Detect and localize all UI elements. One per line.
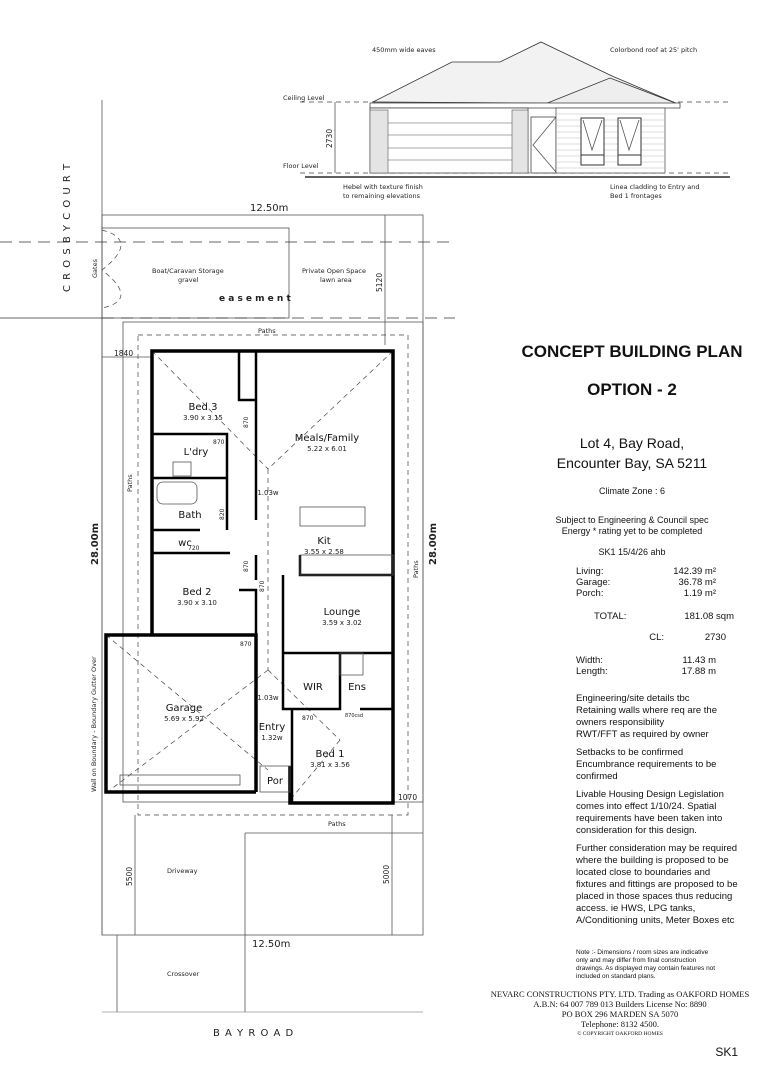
hall-width-1: 1.03w xyxy=(257,489,279,497)
area-row: Garage: 36.78 m² xyxy=(576,577,716,588)
company-line-2: A.B.N: 64 007 789 013 Builders License No: 8890 xyxy=(533,999,707,1009)
room-lounge: Lounge xyxy=(323,607,361,618)
hall-width-2: 1.03w xyxy=(257,694,279,702)
note: Further consideration may be required where the building is proposed to be located close to boundaries and fixtures and fittings are proposed to be placed in those spaces thus reducing access. ie HWS, LPG tanks, A/Conditioning units, Meter Boxes etc xyxy=(576,843,738,926)
window-right xyxy=(618,118,641,165)
door-size: 870csd xyxy=(345,713,364,719)
kitchen-bench xyxy=(300,555,393,575)
room-garage-size: 5.69 x 5.92 xyxy=(164,715,204,723)
disclaimer: Note :- Dimensions / room sizes are indicative only and may differ from final construction drawings. As displayed may contain features not included on standard plans. xyxy=(576,949,716,980)
paths-label-right: Paths xyxy=(412,560,420,578)
door-size: 870 xyxy=(243,560,250,572)
company-line-4: Telephone: 8132 4500. xyxy=(580,1019,659,1029)
hebel-note-1: Hebel with texture finish xyxy=(343,183,423,191)
lot-depth-left: 28.00m xyxy=(90,522,101,565)
street-label-crosby-court: C R O S B Y C O U R T xyxy=(62,162,73,292)
room-lounge-size: 3.59 x 3.02 xyxy=(322,619,362,627)
ensuite-shower xyxy=(340,653,363,675)
room-wir: WIR xyxy=(303,682,323,693)
laundry-tub xyxy=(173,462,191,476)
total-row: TOTAL: 181.08 sqm xyxy=(594,611,734,622)
floor-plan xyxy=(106,351,393,803)
lot-width-top: 12.50m xyxy=(250,203,289,214)
floor-level-label: Floor Level xyxy=(283,162,319,170)
copyright: © COPYRIGHT OAKFORD HOMES xyxy=(577,1031,663,1037)
front-setback-left: 5500 xyxy=(125,866,134,886)
address-line-1: Lot 4, Bay Road, xyxy=(579,435,685,451)
revision: SK1 15/4/26 ahb xyxy=(598,547,666,557)
ceiling-level-label: Ceiling Level xyxy=(283,94,325,102)
plan-title: CONCEPT BUILDING PLAN xyxy=(521,342,743,361)
lot-depth-right: 28.00m xyxy=(428,522,439,565)
door-size: 870 xyxy=(243,416,250,428)
hebel-pillar-left xyxy=(370,110,388,173)
room-porch: Por xyxy=(267,776,283,787)
hebel-note-2: to remaining elevations xyxy=(343,192,420,200)
street-label-bay-road: B A Y R O A D xyxy=(213,1028,295,1039)
side-setback-right-label: 1070 xyxy=(398,793,418,802)
room-bed1: Bed 1 xyxy=(315,749,345,760)
room-kit: Kit xyxy=(317,536,331,547)
gates-label: Gates xyxy=(91,259,99,278)
room-entry: Entry xyxy=(258,722,286,733)
door-size: 870 xyxy=(240,641,252,648)
storage-label-1: Boat/Caravan Storage xyxy=(152,267,224,275)
room-meals-family: Meals/Family xyxy=(294,433,360,444)
front-setback-right: 5000 xyxy=(382,864,391,884)
fascia xyxy=(370,103,680,108)
room-bed3: Bed 3 xyxy=(188,402,218,413)
room-kit-size: 3.55 x 2.58 xyxy=(304,548,344,556)
dimension-row: Length: 17.88 m xyxy=(576,666,716,677)
room-bed2: Bed 2 xyxy=(182,587,212,598)
room-ens: Ens xyxy=(348,682,366,693)
window-left xyxy=(581,118,604,165)
room-meals-family-size: 5.22 x 6.01 xyxy=(307,445,347,453)
boundary-wall-note: Wall on Boundary - Boundary Gutter Over xyxy=(90,656,98,792)
storage-label-2: gravel xyxy=(178,276,199,284)
note: Livable Housing Design Legislation comes into effect 1/10/24. Spatial requirements have been taken into consideration for this design. xyxy=(576,789,724,836)
area-row: Porch: 1.19 m² xyxy=(576,588,716,599)
height-dimension: 2730 xyxy=(325,128,334,148)
note: RWT/FFT as required by owner xyxy=(576,729,709,740)
subject-note-2: Energy * rating yet to be completed xyxy=(561,526,703,536)
door-size: 720 xyxy=(188,545,200,552)
hebel-pillar-right xyxy=(512,110,528,173)
plan-option: OPTION - 2 xyxy=(587,380,677,399)
lot-width-bottom: 12.50m xyxy=(252,939,291,950)
cladding-wall xyxy=(556,108,665,173)
bathtub xyxy=(157,482,197,504)
note: Retaining walls where req are the owners responsibility xyxy=(576,705,717,728)
rear-setback-dim: 5120 xyxy=(375,272,384,292)
side-setback-label: 1840 xyxy=(114,349,134,358)
note: Engineering/site details tbc xyxy=(576,693,690,704)
sheet-number: SK1 xyxy=(715,1045,738,1059)
room-bed3-size: 3.90 x 3.15 xyxy=(183,414,223,422)
paths-label-front: Paths xyxy=(328,820,346,828)
entry-door xyxy=(531,117,556,173)
door-size: 870 xyxy=(302,715,314,722)
pos-label-2: lawn area xyxy=(320,276,352,284)
kitchen-island xyxy=(300,507,365,526)
pos-label-1: Private Open Space xyxy=(302,267,366,275)
front-elevation xyxy=(283,42,730,200)
room-entry-size: 1.32w xyxy=(261,734,283,742)
note: Encumbrance requirements to be confirmed xyxy=(576,759,717,782)
easement-label: e a s e m e n t xyxy=(219,294,291,304)
driveway-label: Driveway xyxy=(167,867,198,875)
paths-label-rear: Paths xyxy=(258,327,276,335)
ceiling-height-row: CL: 2730 xyxy=(649,632,726,643)
room-garage: Garage xyxy=(165,703,203,714)
garage-facade xyxy=(370,108,528,173)
company-line-3: PO BOX 296 MARDEN SA 5070 xyxy=(561,1009,679,1019)
linea-note-2: Bed 1 frontages xyxy=(610,192,662,200)
dimension-row: Width: 11.43 m xyxy=(576,655,716,666)
roof-note: Colorbond roof at 25' pitch xyxy=(610,46,698,54)
room-bath: Bath xyxy=(178,510,202,521)
site-plan xyxy=(0,100,455,1039)
door-size: 870 xyxy=(259,580,266,592)
area-row: Living: 142.39 m² xyxy=(576,566,716,577)
room-wc: wc xyxy=(178,538,192,549)
paths-label-left: Paths xyxy=(126,474,134,492)
subject-note-1: Subject to Engineering & Council spec xyxy=(555,515,709,525)
note: Setbacks to be confirmed xyxy=(576,747,684,758)
door-size: 870 xyxy=(213,439,225,446)
linea-note-1: Linea cladding to Entry and xyxy=(610,183,700,191)
door-size: 820 xyxy=(219,508,226,520)
address-line-2: Encounter Bay, SA 5211 xyxy=(556,455,708,471)
room-bed1-size: 3.81 x 3.56 xyxy=(310,761,350,769)
crossover-label: Crossover xyxy=(167,970,200,978)
room-bed2-size: 3.90 x 3.10 xyxy=(177,599,217,607)
title-panel xyxy=(490,330,750,1059)
company-line-1: NEVARC CONSTRUCTIONS PTY. LTD. Trading as OAKFORD HOMES xyxy=(490,989,750,999)
climate-zone: Climate Zone : 6 xyxy=(598,486,666,496)
room-laundry: L'dry xyxy=(183,447,209,458)
eaves-note: 450mm wide eaves xyxy=(372,46,436,54)
